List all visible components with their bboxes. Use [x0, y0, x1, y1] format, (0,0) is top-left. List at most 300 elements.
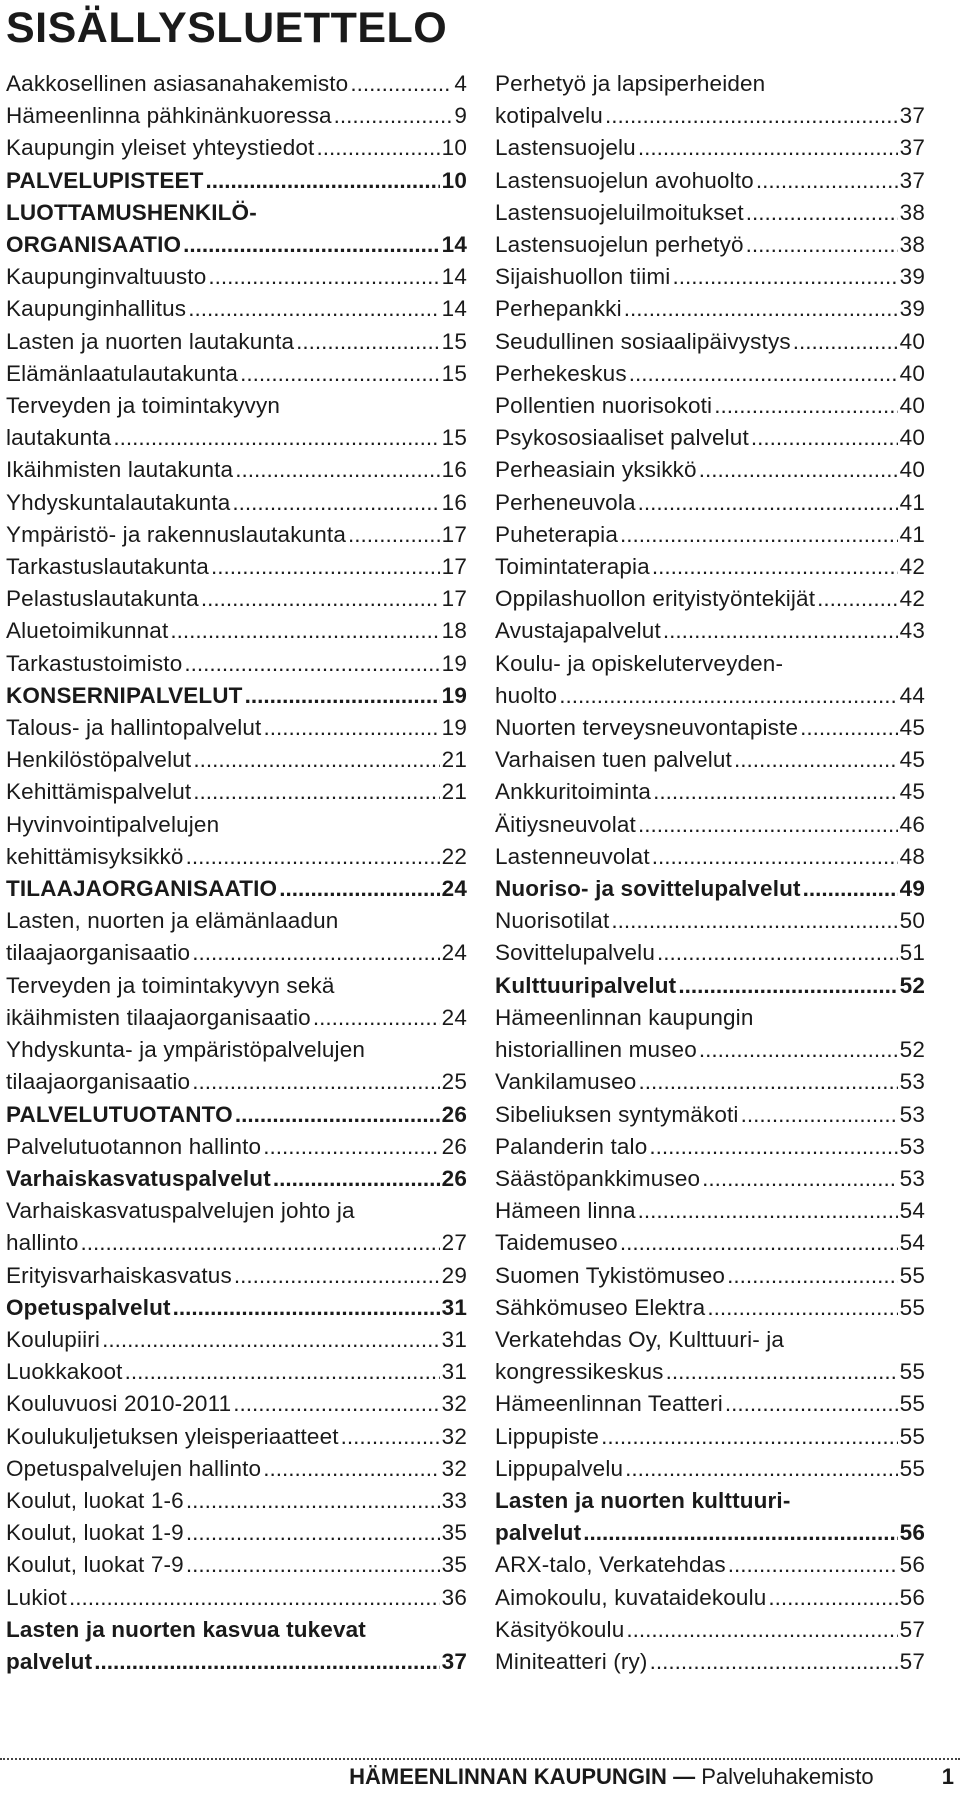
toc-entry-title: Luokkakoot — [6, 1359, 123, 1385]
toc-entry-title: Seudullinen sosiaalipäivystys — [495, 328, 791, 354]
toc-entry[interactable] — [495, 1582, 925, 1614]
toc-entry-page: 42 — [899, 554, 925, 580]
toc-entry[interactable] — [6, 1388, 467, 1420]
toc-entry[interactable] — [495, 1260, 925, 1292]
dot-leader — [125, 1356, 440, 1388]
toc-entry-title: Tarkastuslautakunta — [6, 554, 209, 580]
toc-entry[interactable] — [6, 1163, 467, 1195]
toc-entry-row — [495, 1195, 925, 1227]
dot-leader — [186, 841, 440, 873]
toc-entry[interactable] — [6, 744, 467, 776]
toc-entry-title: Sähkömuseo Elektra — [495, 1294, 706, 1320]
toc-entry-title-line: Varhaiskasvatuspalvelujen johto ja — [6, 1198, 355, 1224]
toc-entry-title: huolto — [495, 682, 558, 708]
toc-entry[interactable] — [495, 1227, 925, 1259]
toc-entry[interactable] — [495, 937, 925, 969]
toc-entry-page: 21 — [441, 779, 467, 805]
toc-entry[interactable] — [495, 390, 925, 422]
toc-entry-row — [495, 905, 925, 937]
toc-entry[interactable] — [6, 1131, 467, 1163]
toc-entry-title-line: LUOTTAMUSHENKILÖ- — [6, 199, 257, 225]
toc-entry[interactable] — [6, 905, 467, 969]
toc-entry[interactable] — [6, 712, 467, 744]
toc-entry-page: 26 — [441, 1101, 467, 1127]
toc-entry[interactable] — [495, 1292, 925, 1324]
toc-entry-row — [6, 1324, 467, 1356]
toc-entry[interactable] — [6, 1260, 467, 1292]
toc-entry-page: 51 — [899, 940, 925, 966]
toc-entry-row — [6, 293, 467, 325]
toc-entry-row — [495, 1292, 925, 1324]
toc-entry-page: 17 — [441, 586, 467, 612]
toc-entry-title: ORGANISAATIO — [6, 232, 182, 258]
dot-leader — [629, 358, 898, 390]
toc-entry[interactable] — [495, 1453, 925, 1485]
toc-entry[interactable] — [6, 680, 467, 712]
toc-entry-row — [6, 422, 467, 454]
toc-entry-page: 37 — [441, 1648, 467, 1674]
toc-entry[interactable] — [495, 1066, 925, 1098]
toc-entry-row — [6, 326, 467, 358]
toc-entry-page: 40 — [899, 425, 925, 451]
toc-entry[interactable] — [6, 1549, 467, 1581]
toc-entry-page: 26 — [441, 1133, 467, 1159]
toc-entry[interactable] — [6, 1324, 467, 1356]
toc-entry-row — [495, 1614, 925, 1646]
page-footer — [349, 1764, 954, 1790]
toc-entry[interactable] — [495, 583, 925, 615]
dot-leader — [208, 261, 439, 293]
toc-entry-row — [6, 1163, 467, 1195]
toc-entry-title: tilaajaorganisaatio — [6, 940, 191, 966]
toc-entry-row — [495, 1453, 925, 1485]
dot-leader — [611, 905, 897, 937]
toc-entry-title: Avustajapalvelut — [495, 618, 661, 644]
toc-entry-row — [6, 519, 467, 551]
toc-entry[interactable] — [6, 809, 467, 873]
toc-entry-row — [495, 1549, 925, 1581]
toc-entry[interactable] — [6, 1614, 467, 1678]
toc-entry-page: 55 — [899, 1359, 925, 1385]
toc-entry[interactable] — [495, 326, 925, 358]
toc-entry-title-line: Hyvinvointipalvelujen — [6, 811, 220, 837]
toc-entry-row — [495, 1517, 925, 1549]
toc-entry-page: 35 — [441, 1520, 467, 1546]
dot-leader — [672, 261, 897, 293]
toc-entry-row — [6, 1388, 467, 1420]
dot-leader — [626, 1614, 897, 1646]
toc-entry[interactable] — [495, 905, 925, 937]
toc-entry-page: 45 — [899, 779, 925, 805]
toc-entry[interactable] — [495, 809, 925, 841]
dot-leader — [69, 1582, 440, 1614]
toc-entry-title: Koulut, luokat 1-6 — [6, 1487, 184, 1513]
dot-leader — [583, 1517, 897, 1549]
toc-entry-title: Ankkuritoiminta — [495, 779, 652, 805]
toc-entry-title: PALVELUTUOTANTO — [6, 1101, 233, 1127]
toc-entry-row — [6, 1485, 467, 1517]
toc-entry-row — [495, 519, 925, 551]
toc-entry-row — [6, 615, 467, 647]
toc-entry-row — [6, 132, 467, 164]
toc-entry[interactable] — [6, 551, 467, 583]
dot-leader — [232, 487, 439, 519]
toc-entry-page: 50 — [899, 908, 925, 934]
toc-entry-title: Lastensuojelu — [495, 135, 636, 161]
toc-entry-row — [6, 165, 467, 197]
toc-entry[interactable] — [495, 615, 925, 647]
toc-entry[interactable] — [6, 358, 467, 390]
dot-leader — [800, 712, 898, 744]
toc-entry[interactable] — [495, 261, 925, 293]
toc-entry[interactable] — [495, 1163, 925, 1195]
dot-leader — [173, 1292, 440, 1324]
toc-entry[interactable] — [495, 487, 925, 519]
toc-entry-page: 46 — [899, 811, 925, 837]
toc-entry-title: palvelut — [6, 1648, 93, 1674]
toc-entry-row — [6, 1646, 467, 1678]
toc-entry-title: Lastensuojeluilmoitukset — [495, 199, 744, 225]
toc-entry[interactable] — [6, 776, 467, 808]
toc-entry-row — [495, 422, 925, 454]
toc-entry-page: 49 — [899, 876, 925, 902]
toc-entry-title: Nuorten terveysneuvontapiste — [495, 715, 799, 741]
toc-entry-row — [6, 1453, 467, 1485]
toc-entry-page: 14 — [441, 264, 467, 290]
toc-entry-title: Lastensuojelun perhetyö — [495, 232, 744, 258]
toc-entry-title: ARX-talo, Verkatehdas — [495, 1552, 726, 1578]
toc-entry-row — [495, 390, 925, 422]
toc-entry[interactable] — [495, 197, 925, 229]
toc-entry[interactable] — [495, 454, 925, 486]
toc-entry-title: PALVELUPISTEET — [6, 167, 204, 193]
toc-entry[interactable] — [495, 132, 925, 164]
dot-leader — [341, 1421, 440, 1453]
toc-entry-page: 41 — [899, 521, 925, 547]
toc-entry[interactable] — [495, 1002, 925, 1066]
toc-entry-page: 35 — [441, 1552, 467, 1578]
toc-entry-row — [495, 197, 925, 229]
toc-entry[interactable] — [495, 1646, 925, 1678]
toc-entry-title: Perheneuvola — [495, 489, 636, 515]
toc-entry-row — [6, 937, 467, 969]
dot-leader — [650, 1646, 898, 1678]
dot-leader — [233, 1388, 439, 1420]
dot-leader — [245, 680, 440, 712]
toc-entry-row — [6, 648, 467, 680]
toc-entry[interactable] — [495, 1324, 925, 1388]
toc-entry-row — [495, 809, 925, 841]
toc-entry-title: Aakkosellinen asiasanahakemisto — [6, 71, 349, 96]
dot-leader — [746, 197, 898, 229]
toc-entry-title: Lastenneuvolat — [495, 843, 650, 869]
toc-entry[interactable] — [6, 1292, 467, 1324]
dot-leader — [817, 583, 898, 615]
toc-entry[interactable] — [6, 1421, 467, 1453]
toc-entry-page: 32 — [441, 1423, 467, 1449]
dot-leader — [235, 1099, 440, 1131]
toc-entry-row — [6, 1356, 467, 1388]
dot-leader — [240, 358, 440, 390]
dot-leader — [793, 326, 898, 358]
toc-entry-row — [495, 937, 925, 969]
toc-entry-title: Sibeliuksen syntymäkoti — [495, 1101, 739, 1127]
toc-entry-page: 9 — [454, 103, 467, 129]
dot-leader — [235, 454, 439, 486]
toc-entry-row — [6, 1260, 467, 1292]
dot-leader — [625, 1453, 898, 1485]
toc-entry-row — [495, 1099, 925, 1131]
toc-entry-title: Hämeenlinnan Teatteri — [495, 1391, 723, 1417]
toc-entry-page: 14 — [441, 232, 467, 258]
dot-leader — [638, 1195, 898, 1227]
dot-leader — [296, 326, 440, 358]
toc-entry[interactable] — [495, 293, 925, 325]
toc-entry[interactable] — [495, 970, 925, 1002]
toc-entry-page: 15 — [441, 328, 467, 354]
toc-entry[interactable] — [6, 390, 467, 454]
toc-entry[interactable] — [495, 1421, 925, 1453]
toc-entry-title: Säästöpankkimuseo — [495, 1165, 701, 1191]
toc-entry-page: 14 — [441, 296, 467, 322]
toc-entry-row — [495, 165, 925, 197]
toc-entry-title: Lippupiste — [495, 1423, 600, 1449]
toc-entry-title-line: Verkatehdas Oy, Kulttuuri- ja — [495, 1326, 785, 1352]
toc-entry-row — [6, 1066, 467, 1098]
toc-entry[interactable] — [6, 100, 467, 132]
dot-leader — [193, 744, 439, 776]
dot-leader — [638, 487, 898, 519]
toc-entry-title-line: Terveyden ja toimintakyvyn sekä — [6, 972, 335, 998]
toc-entry-row — [495, 100, 925, 132]
toc-entry[interactable] — [6, 293, 467, 325]
toc-entry-title: Opetuspalvelut — [6, 1294, 171, 1320]
toc-entry[interactable] — [6, 1517, 467, 1549]
toc-entry[interactable] — [6, 261, 467, 293]
toc-entry-title-line: Lasten ja nuorten kulttuuri- — [495, 1487, 791, 1513]
toc-entry-row — [495, 132, 925, 164]
toc-entry-page: 39 — [899, 264, 925, 290]
toc-entry[interactable] — [6, 970, 467, 1034]
toc-entry-title: Elämänlaatulautakunta — [6, 360, 239, 386]
toc-entry-row — [495, 229, 925, 261]
toc-entry-page: 48 — [899, 843, 925, 869]
toc-entry-row — [6, 1131, 467, 1163]
toc-entry-page: 57 — [899, 1616, 925, 1642]
toc-entry-page: 10 — [441, 135, 467, 161]
toc-entry[interactable] — [6, 68, 467, 100]
page-title: SISÄLLYSLUETTELO — [6, 4, 448, 52]
dot-leader — [211, 551, 440, 583]
toc-entry[interactable] — [6, 1582, 467, 1614]
toc-entry[interactable] — [495, 165, 925, 197]
toc-entry-page: 54 — [899, 1230, 925, 1256]
toc-entry-row — [495, 487, 925, 519]
toc-entry-title: hallinto — [6, 1230, 79, 1256]
toc-entry[interactable] — [495, 776, 925, 808]
toc-entry[interactable] — [495, 1131, 925, 1163]
toc-column-left — [6, 68, 467, 1678]
toc-entry[interactable] — [6, 1034, 467, 1098]
dot-leader — [186, 1485, 440, 1517]
toc-entry[interactable] — [495, 712, 925, 744]
toc-entry[interactable] — [6, 583, 467, 615]
dot-leader — [725, 1388, 898, 1420]
toc-entry[interactable] — [495, 841, 925, 873]
dot-leader — [559, 680, 897, 712]
toc-entry[interactable] — [6, 132, 467, 164]
toc-entry-page: 45 — [899, 747, 925, 773]
toc-entry-row — [6, 1002, 467, 1034]
toc-entry-page: 19 — [441, 650, 467, 676]
toc-entry[interactable] — [495, 1195, 925, 1227]
dot-leader — [620, 1227, 898, 1259]
toc-entry-page: 24 — [441, 876, 467, 902]
toc-entry[interactable] — [6, 1195, 467, 1259]
toc-entry[interactable] — [6, 326, 467, 358]
toc-entry-row — [495, 615, 925, 647]
toc-entry-title-line: Lasten, nuorten ja elämänlaadun — [6, 908, 339, 934]
toc-entry[interactable] — [6, 648, 467, 680]
toc-entry-page: 53 — [899, 1165, 925, 1191]
dot-leader — [756, 165, 898, 197]
toc-entry-title: Henkilöstöpalvelut — [6, 747, 192, 773]
toc-entry[interactable] — [495, 358, 925, 390]
toc-entry-title: Koulut, luokat 1-9 — [6, 1520, 184, 1546]
toc-entry[interactable] — [495, 1614, 925, 1646]
toc-entry-page: 4 — [454, 71, 467, 96]
toc-entry-title: TILAAJAORGANISAATIO — [6, 876, 278, 902]
toc-entry-title: Pollentien nuorisokoti — [495, 393, 713, 419]
toc-entry-title: Erityisvarhaiskasvatus — [6, 1262, 232, 1288]
toc-entry[interactable] — [495, 229, 925, 261]
toc-entry[interactable] — [495, 422, 925, 454]
toc-entry-title: kehittämisyksikkö — [6, 843, 184, 869]
toc-entry[interactable] — [495, 1485, 925, 1549]
toc-entry-page: 53 — [899, 1101, 925, 1127]
toc-entry[interactable] — [495, 1549, 925, 1581]
toc-entry-title: Talous- ja hallintopalvelut — [6, 715, 262, 741]
toc-entry-page: 55 — [899, 1423, 925, 1449]
dot-leader — [702, 1163, 898, 1195]
footer-subtitle: Palveluhakemisto — [701, 1764, 874, 1789]
toc-entry-row — [6, 680, 467, 712]
toc-entry[interactable] — [6, 165, 467, 197]
toc-entry-row — [495, 1034, 925, 1066]
dot-leader — [714, 390, 897, 422]
toc-entry-page: 16 — [441, 457, 467, 483]
dot-leader — [184, 648, 439, 680]
toc-entry-title: Varhaisen tuen palvelut — [495, 747, 732, 773]
toc-entry-page: 29 — [441, 1262, 467, 1288]
toc-entry-title: Miniteatteri (ry) — [495, 1648, 648, 1674]
toc-entry-title: Koulupiiri — [6, 1326, 101, 1352]
toc-entry[interactable] — [495, 744, 925, 776]
toc-entry-title: Kaupunginhallitus — [6, 296, 187, 322]
toc-entry-title: Lukiot — [6, 1584, 67, 1610]
toc-entry-title: KONSERNIPALVELUT — [6, 682, 243, 708]
toc-entry-row — [6, 261, 467, 293]
toc-entry-row — [6, 1227, 467, 1259]
toc-entry-page: 31 — [441, 1294, 467, 1320]
toc-entry[interactable] — [6, 1099, 467, 1131]
toc-entry-row — [6, 487, 467, 519]
toc-entry-page: 52 — [899, 1037, 925, 1063]
toc-entry-row — [495, 744, 925, 776]
toc-entry-page: 19 — [441, 715, 467, 741]
toc-column-right — [495, 68, 925, 1678]
toc-entry-row — [6, 1099, 467, 1131]
dot-leader — [81, 1227, 440, 1259]
toc-entry[interactable] — [6, 487, 467, 519]
toc-entry-title: Nuorisotilat — [495, 908, 610, 934]
dot-leader — [657, 937, 898, 969]
toc-entry[interactable] — [495, 648, 925, 712]
toc-entry-page: 17 — [441, 554, 467, 580]
toc-entry-page: 37 — [899, 135, 925, 161]
toc-entry[interactable] — [495, 551, 925, 583]
toc-entry[interactable] — [6, 1356, 467, 1388]
toc-entry-title: Lippupalvelu — [495, 1455, 624, 1481]
toc-entry-page: 36 — [441, 1584, 467, 1610]
dot-leader — [620, 519, 898, 551]
toc-entry-title-line: Koulu- ja opiskeluterveyden- — [495, 650, 784, 676]
toc-entry-title: Puheterapia — [495, 521, 618, 547]
toc-entry-title: Opetuspalvelujen hallinto — [6, 1455, 262, 1481]
toc-entry-row — [495, 1066, 925, 1098]
toc-entry-title: kongressikeskus — [495, 1359, 664, 1385]
toc-entry[interactable] — [495, 519, 925, 551]
toc-entry-page: 15 — [441, 360, 467, 386]
dot-leader — [192, 1066, 439, 1098]
toc-entry-page: 16 — [441, 489, 467, 515]
toc-entry[interactable] — [6, 519, 467, 551]
toc-entry-page: 24 — [441, 1004, 467, 1030]
dot-leader — [273, 1163, 440, 1195]
toc-entry[interactable] — [6, 615, 467, 647]
toc-entry-title: Lastensuojelun avohuolto — [495, 167, 754, 193]
toc-entry-page: 38 — [899, 199, 925, 225]
toc-entry-row — [495, 358, 925, 390]
toc-entry[interactable] — [495, 68, 925, 132]
toc-entry[interactable] — [6, 1453, 467, 1485]
toc-entry-title: Yhdyskuntalautakunta — [6, 489, 231, 515]
toc-entry-title: Koulukuljetuksen yleisperiaatteet — [6, 1423, 339, 1449]
toc-entry-page: 19 — [441, 682, 467, 708]
toc-entry-page: 55 — [899, 1391, 925, 1417]
dot-leader — [652, 841, 898, 873]
toc-entry[interactable] — [6, 454, 467, 486]
dot-leader — [263, 712, 439, 744]
toc-entry[interactable] — [6, 873, 467, 905]
toc-entry[interactable] — [6, 197, 467, 261]
toc-entry-title: Taidemuseo — [495, 1230, 618, 1256]
toc-entry-row — [6, 1292, 467, 1324]
toc-entry[interactable] — [495, 873, 925, 905]
toc-entry[interactable] — [6, 1485, 467, 1517]
dot-leader — [638, 809, 898, 841]
dot-leader — [728, 1549, 898, 1581]
toc-entry-title: Koulut, luokat 7-9 — [6, 1552, 184, 1578]
dot-leader — [699, 1034, 898, 1066]
toc-entry-title: Hämeen linna — [495, 1198, 636, 1224]
toc-entry-page: 32 — [441, 1455, 467, 1481]
dot-leader — [350, 68, 452, 100]
dot-leader — [734, 744, 898, 776]
toc-entry[interactable] — [495, 1388, 925, 1420]
toc-entry[interactable] — [495, 1099, 925, 1131]
dot-leader — [186, 1549, 440, 1581]
